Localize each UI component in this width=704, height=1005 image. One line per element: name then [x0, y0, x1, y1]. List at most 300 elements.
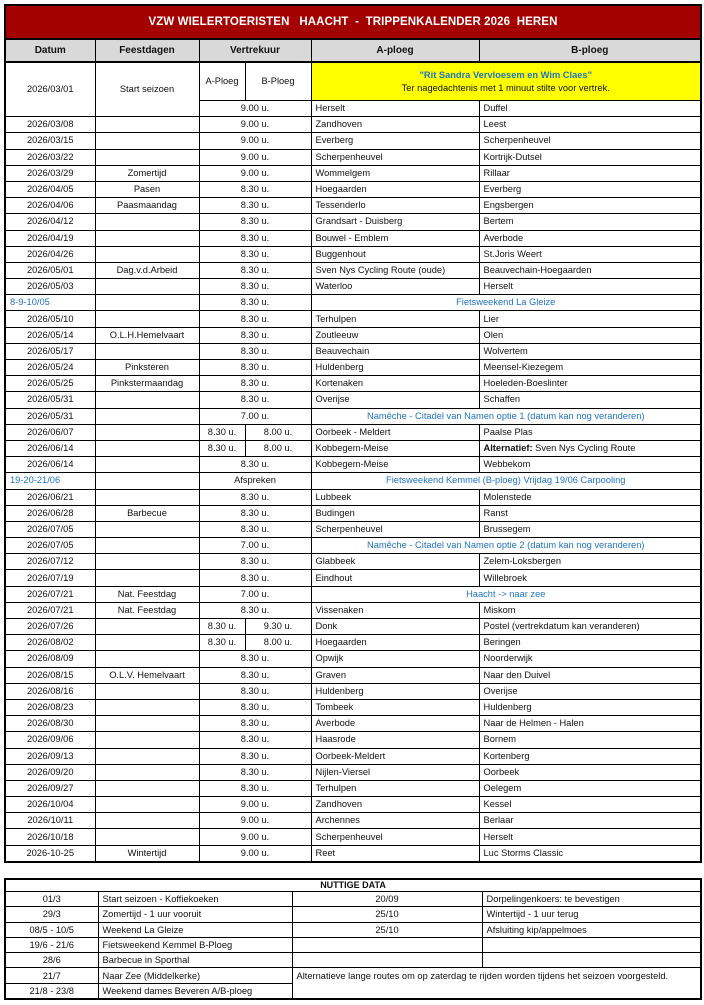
- holiday-cell: [95, 554, 199, 570]
- a-ploeg-cell: Kobbegem-Meise: [311, 440, 479, 456]
- date-cell: 2026/10/04: [5, 797, 95, 813]
- holiday-cell: [95, 440, 199, 456]
- date-cell: 2026/05/01: [5, 262, 95, 278]
- date-cell: 19-20-21/06: [5, 473, 95, 489]
- title-row: [5, 5, 701, 39]
- date-cell: 2026/09/06: [5, 732, 95, 748]
- date-cell: 2026/05/31: [5, 408, 95, 424]
- b-ploeg-cell: Naar den Duivel: [479, 667, 701, 683]
- time-cell: 7.00 u.: [199, 538, 311, 554]
- date-cell: 2026/03/08: [5, 117, 95, 133]
- holiday-cell: O.L.V. Hemelvaart: [95, 667, 199, 683]
- a-ploeg-cell: Herselt: [311, 101, 479, 117]
- memorial-title: "Rit Sandra Vervloesem en Wim Claes": [419, 69, 593, 80]
- table-row: [5, 619, 701, 635]
- a-ploeg-cell: Sven Nys Cycling Route (oude): [311, 262, 479, 278]
- holiday-cell: Pinksteren: [95, 360, 199, 376]
- a-ploeg-cell: Archennes: [311, 813, 479, 829]
- date-cell: 2026/06/07: [5, 424, 95, 440]
- time-cell: 9.00 u.: [199, 813, 311, 829]
- table-row: [5, 360, 701, 376]
- time-cell: 8.30 u.: [199, 699, 311, 715]
- date-cell: 2026/07/05: [5, 538, 95, 554]
- holiday-cell: [95, 635, 199, 651]
- b-ploeg-cell: Molenstede: [479, 489, 701, 505]
- date-cell: 2026/03/01: [5, 62, 95, 117]
- a-ploeg-cell: Overijse: [311, 392, 479, 408]
- holiday-cell: [95, 651, 199, 667]
- time-cell: 8.30 u.: [199, 230, 311, 246]
- useful-dates-note: Alternatieve lange routes om op zaterdag te rijden worden tijdens het seizoen voorgesteld.: [292, 968, 701, 999]
- table-row: [5, 424, 701, 440]
- date-cell: 2026/03/22: [5, 149, 95, 165]
- header-vertrekuur: Vertrekuur: [199, 39, 311, 62]
- useful-description: Weekend dames Beveren A/B-ploeg: [98, 983, 292, 999]
- holiday-cell: Start seizoen: [95, 62, 199, 117]
- table-row: [5, 246, 701, 262]
- time-cell: 8.30 u.: [199, 246, 311, 262]
- date-cell: 2026/03/29: [5, 165, 95, 181]
- b-ploeg-cell: Huldenberg: [479, 699, 701, 715]
- b-ploeg-cell: Kortenberg: [479, 748, 701, 764]
- holiday-cell: [95, 473, 199, 489]
- table-row: [5, 198, 701, 214]
- useful-date: [292, 953, 482, 968]
- holiday-cell: [95, 683, 199, 699]
- table-row: [5, 732, 701, 748]
- a-ploeg-cell: Waterloo: [311, 279, 479, 295]
- holiday-cell: [95, 214, 199, 230]
- table-row: [5, 505, 701, 521]
- date-cell: 2026/08/16: [5, 683, 95, 699]
- start-row: [5, 62, 701, 101]
- date-cell: 2026/04/19: [5, 230, 95, 246]
- holiday-cell: [95, 716, 199, 732]
- b-ploeg-cell: Rillaar: [479, 165, 701, 181]
- b-ploeg-cell: [479, 440, 701, 456]
- table-row: [5, 667, 701, 683]
- a-ploeg-cell: Glabbeek: [311, 554, 479, 570]
- useful-date: 29/3: [5, 907, 98, 922]
- table-row: [5, 279, 701, 295]
- a-ploeg-cell: Bouwel - Emblem: [311, 230, 479, 246]
- b-ploeg-cell: Beauvechain-Hoegaarden: [479, 262, 701, 278]
- holiday-cell: [95, 538, 199, 554]
- a-ploeg-cell: Tombeek: [311, 699, 479, 715]
- useful-dates-row: [5, 937, 701, 952]
- holiday-cell: [95, 699, 199, 715]
- header-feestdagen: Feestdagen: [95, 39, 199, 62]
- date-cell: 2026/04/06: [5, 198, 95, 214]
- holiday-cell: [95, 619, 199, 635]
- time-cell: 9.00 u.: [199, 149, 311, 165]
- table-row: [5, 440, 701, 456]
- date-cell: 2026/04/12: [5, 214, 95, 230]
- date-cell: 2026/10/18: [5, 829, 95, 845]
- date-cell: 2026/10/11: [5, 813, 95, 829]
- time-cell: 8.30 u.: [199, 295, 311, 311]
- time-cell: 8.30 u.: [199, 554, 311, 570]
- b-ploeg-cell: Zelem-Loksbergen: [479, 554, 701, 570]
- b-ploeg-cell: Berlaar: [479, 813, 701, 829]
- a-ploeg-cell: Vissenaken: [311, 602, 479, 618]
- a-ploeg-cell: Buggenhout: [311, 246, 479, 262]
- time-cell: 8.30 u.: [199, 198, 311, 214]
- b-ploeg-cell: Herselt: [479, 829, 701, 845]
- b-ploeg-cell: Luc Storms Classic: [479, 845, 701, 862]
- holiday-cell: [95, 829, 199, 845]
- a-ploeg-cell: Oorbeek-Meldert: [311, 748, 479, 764]
- useful-description: Barbecue in Sporthal: [98, 953, 292, 968]
- useful-description: Wintertijd - 1 uur terug: [482, 907, 701, 922]
- table-row: [5, 457, 701, 473]
- table-row: [5, 586, 701, 602]
- table-row: [5, 408, 701, 424]
- holiday-cell: [95, 392, 199, 408]
- time-cell: 8.30 u.: [199, 716, 311, 732]
- time-cell: 9.00 u.: [199, 165, 311, 181]
- date-cell: 2026/08/30: [5, 716, 95, 732]
- time-b-cell: 9.30 u.: [245, 619, 311, 635]
- table-row: [5, 376, 701, 392]
- time-cell: 8.30 u.: [199, 570, 311, 586]
- useful-date: 28/6: [5, 953, 98, 968]
- a-ploeg-cell: Reet: [311, 845, 479, 862]
- holiday-cell: [95, 813, 199, 829]
- time-a-cell: 8.30 u.: [199, 424, 245, 440]
- table-row: [5, 181, 701, 197]
- time-cell: 9.00 u.: [199, 117, 311, 133]
- table-row: [5, 780, 701, 796]
- time-cell: 9.00 u.: [199, 845, 311, 862]
- b-ploeg-cell: Postel (vertrekdatum kan veranderen): [479, 619, 701, 635]
- date-cell: 2026/07/19: [5, 570, 95, 586]
- a-ploeg-cell: Opwijk: [311, 651, 479, 667]
- b-ploeg-cell: Beringen: [479, 635, 701, 651]
- useful-dates-row: [5, 968, 701, 983]
- table-row: [5, 570, 701, 586]
- b-ploeg-cell: St.Joris Weert: [479, 246, 701, 262]
- b-ploeg-cell: Everberg: [479, 181, 701, 197]
- table-row: [5, 295, 701, 311]
- b-ploeg-cell: Bornem: [479, 732, 701, 748]
- a-ploeg-cell: Grandsart - Duisberg: [311, 214, 479, 230]
- time-cell: 8.30 u.: [199, 327, 311, 343]
- time-cell: 8.30 u.: [199, 748, 311, 764]
- table-row: [5, 133, 701, 149]
- date-cell: 2026/09/13: [5, 748, 95, 764]
- table-row: [5, 554, 701, 570]
- time-cell: 9.00 u.: [199, 133, 311, 149]
- holiday-cell: [95, 117, 199, 133]
- useful-date: 21/7: [5, 968, 98, 983]
- time-cell: 9.00 u.: [199, 101, 311, 117]
- date-cell: 2026/04/05: [5, 181, 95, 197]
- b-ploeg-cell: Kortrijk-Dutsel: [479, 149, 701, 165]
- header-a-ploeg: A-ploeg: [311, 39, 479, 62]
- useful-description: Fietsweekend Kemmel B-Ploeg: [98, 937, 292, 952]
- time-cell: 8.30 u.: [199, 214, 311, 230]
- time-cell: 8.30 u.: [199, 311, 311, 327]
- a-ploeg-cell: Donk: [311, 619, 479, 635]
- useful-dates-title: NUTTIGE DATA: [5, 879, 701, 892]
- sub-header-a-ploeg: A-Ploeg: [199, 62, 245, 101]
- a-ploeg-cell: Hoegaarden: [311, 635, 479, 651]
- a-ploeg-cell: Lubbeek: [311, 489, 479, 505]
- calendar-title: VZW WIELERTOERISTEN HAACHT - TRIPPENKALENDER 2026 HEREN: [5, 5, 701, 39]
- time-b-cell: 8.00 u.: [245, 440, 311, 456]
- b-ploeg-cell: Schaffen: [479, 392, 701, 408]
- table-row: [5, 716, 701, 732]
- a-ploeg-cell: Eindhout: [311, 570, 479, 586]
- date-cell: 2026/06/14: [5, 440, 95, 456]
- time-b-cell: 8.00 u.: [245, 424, 311, 440]
- holiday-cell: [95, 311, 199, 327]
- holiday-cell: [95, 343, 199, 359]
- date-cell: 2026/08/09: [5, 651, 95, 667]
- b-ploeg-prefix: Alternatief:: [483, 443, 533, 454]
- b-ploeg-cell: Brussegem: [479, 521, 701, 537]
- a-ploeg-cell: Terhulpen: [311, 311, 479, 327]
- b-ploeg-cell: Ranst: [479, 505, 701, 521]
- a-ploeg-cell: Scherpenheuvel: [311, 149, 479, 165]
- a-ploeg-cell: Scherpenheuvel: [311, 829, 479, 845]
- useful-date: 25/10: [292, 922, 482, 937]
- table-row: [5, 343, 701, 359]
- b-ploeg-cell: Noorderwijk: [479, 651, 701, 667]
- table-row: [5, 764, 701, 780]
- time-cell: 8.30 u.: [199, 521, 311, 537]
- useful-date: 21/8 - 23/8: [5, 983, 98, 999]
- a-ploeg-cell: Kortenaken: [311, 376, 479, 392]
- header-b-ploeg: B-ploeg: [479, 39, 701, 62]
- time-cell: 8.30 u.: [199, 764, 311, 780]
- useful-date: 08/5 - 10/5: [5, 922, 98, 937]
- time-cell: 9.00 u.: [199, 797, 311, 813]
- time-cell: 8.30 u.: [199, 489, 311, 505]
- time-cell: 8.30 u.: [199, 392, 311, 408]
- useful-date: 20/09: [292, 892, 482, 907]
- b-ploeg-cell: Willebroek: [479, 570, 701, 586]
- b-ploeg-cell: Olen: [479, 327, 701, 343]
- event-banner: Namêche - Citadel van Namen optie 1 (datum kan nog veranderen): [311, 408, 701, 424]
- holiday-cell: Barbecue: [95, 505, 199, 521]
- time-a-cell: 8.30 u.: [199, 635, 245, 651]
- a-ploeg-cell: Everberg: [311, 133, 479, 149]
- b-ploeg-cell: Leest: [479, 117, 701, 133]
- useful-description: [482, 953, 701, 968]
- useful-dates-row: [5, 892, 701, 907]
- holiday-cell: Zomertijd: [95, 165, 199, 181]
- table-row: [5, 230, 701, 246]
- useful-date: 19/6 - 21/6: [5, 937, 98, 952]
- a-ploeg-cell: Huldenberg: [311, 360, 479, 376]
- b-ploeg-cell: Engsbergen: [479, 198, 701, 214]
- holiday-cell: [95, 521, 199, 537]
- b-ploeg-cell: Wolvertem: [479, 343, 701, 359]
- a-ploeg-cell: Wommelgem: [311, 165, 479, 181]
- date-cell: 2026/08/15: [5, 667, 95, 683]
- a-ploeg-cell: Hoegaarden: [311, 181, 479, 197]
- time-cell: 8.30 u.: [199, 667, 311, 683]
- holiday-cell: [95, 133, 199, 149]
- b-ploeg-cell: Hoeleden-Boeslinter: [479, 376, 701, 392]
- table-row: [5, 538, 701, 554]
- holiday-cell: [95, 149, 199, 165]
- useful-description: Start seizoen - Koffiekoeken: [98, 892, 292, 907]
- table-row: [5, 311, 701, 327]
- time-cell: 8.30 u.: [199, 343, 311, 359]
- time-cell: 8.30 u.: [199, 262, 311, 278]
- date-cell: 2026/04/26: [5, 246, 95, 262]
- time-cell: 8.30 u.: [199, 651, 311, 667]
- a-ploeg-cell: Terhulpen: [311, 780, 479, 796]
- holiday-cell: Nat. Feestdag: [95, 602, 199, 618]
- time-cell: Afspreken: [199, 473, 311, 489]
- a-ploeg-cell: Huldenberg: [311, 683, 479, 699]
- b-ploeg-text: Sven Nys Cycling Route: [532, 443, 636, 454]
- b-ploeg-cell: Bertem: [479, 214, 701, 230]
- trip-calendar-table: [4, 4, 702, 863]
- holiday-cell: Pinkstermaandag: [95, 376, 199, 392]
- date-cell: 2026/05/03: [5, 279, 95, 295]
- table-row: [5, 214, 701, 230]
- holiday-cell: Paasmaandag: [95, 198, 199, 214]
- useful-date: [292, 937, 482, 952]
- time-cell: 8.30 u.: [199, 457, 311, 473]
- holiday-cell: [95, 246, 199, 262]
- date-cell: 2026/05/31: [5, 392, 95, 408]
- date-cell: 2026/05/24: [5, 360, 95, 376]
- holiday-cell: [95, 732, 199, 748]
- date-cell: 2026/05/17: [5, 343, 95, 359]
- memorial-banner: [311, 62, 701, 101]
- time-a-cell: 8.30 u.: [199, 619, 245, 635]
- date-cell: 2026/07/26: [5, 619, 95, 635]
- date-cell: 2026/05/25: [5, 376, 95, 392]
- date-cell: 2026/08/23: [5, 699, 95, 715]
- holiday-cell: [95, 570, 199, 586]
- b-ploeg-cell: Herselt: [479, 279, 701, 295]
- table-row: [5, 392, 701, 408]
- date-cell: 2026/07/21: [5, 586, 95, 602]
- date-cell: 2026/07/05: [5, 521, 95, 537]
- table-row: [5, 602, 701, 618]
- event-banner: Fietsweekend Kemmel (B-ploeg) Vrijdag 19/06 Carpooling: [311, 473, 701, 489]
- b-ploeg-cell: Averbode: [479, 230, 701, 246]
- time-cell: 9.00 u.: [199, 829, 311, 845]
- table-row: [5, 117, 701, 133]
- event-banner: Namêche - Citadel van Namen optie 2 (datum kan nog veranderen): [311, 538, 701, 554]
- holiday-cell: Nat. Feestdag: [95, 586, 199, 602]
- holiday-cell: [95, 780, 199, 796]
- time-cell: 7.00 u.: [199, 586, 311, 602]
- holiday-cell: [95, 424, 199, 440]
- time-cell: 8.30 u.: [199, 602, 311, 618]
- table-row: [5, 262, 701, 278]
- holiday-cell: [95, 764, 199, 780]
- b-ploeg-cell: Kessel: [479, 797, 701, 813]
- table-row: [5, 635, 701, 651]
- table-row: [5, 521, 701, 537]
- time-cell: 8.30 u.: [199, 376, 311, 392]
- holiday-cell: [95, 748, 199, 764]
- holiday-cell: [95, 489, 199, 505]
- a-ploeg-cell: Beauvechain: [311, 343, 479, 359]
- table-row: [5, 149, 701, 165]
- useful-description: Naar Zee (Middelkerke): [98, 968, 292, 983]
- date-cell: 2026-10-25: [5, 845, 95, 862]
- useful-dates-row: [5, 953, 701, 968]
- table-row: [5, 748, 701, 764]
- useful-date: 01/3: [5, 892, 98, 907]
- holiday-cell: [95, 457, 199, 473]
- b-ploeg-cell: Lier: [479, 311, 701, 327]
- date-cell: 8-9-10/05: [5, 295, 95, 311]
- table-row: [5, 165, 701, 181]
- holiday-cell: [95, 408, 199, 424]
- b-ploeg-cell: Paalse Plas: [479, 424, 701, 440]
- a-ploeg-cell: Zandhoven: [311, 797, 479, 813]
- a-ploeg-cell: Zoutleeuw: [311, 327, 479, 343]
- date-cell: 2026/05/10: [5, 311, 95, 327]
- useful-dates-table: [4, 878, 702, 1000]
- date-cell: 2026/05/14: [5, 327, 95, 343]
- time-a-cell: 8.30 u.: [199, 440, 245, 456]
- sub-header-b-ploeg: B-Ploeg: [245, 62, 311, 101]
- holiday-cell: [95, 230, 199, 246]
- table-row: [5, 473, 701, 489]
- event-banner: Fietsweekend La Gleize: [311, 295, 701, 311]
- holiday-cell: [95, 295, 199, 311]
- time-cell: 8.30 u.: [199, 732, 311, 748]
- a-ploeg-cell: Nijlen-Viersel: [311, 764, 479, 780]
- holiday-cell: O.L.H.Hemelvaart: [95, 327, 199, 343]
- table-row: [5, 489, 701, 505]
- a-ploeg-cell: Budingen: [311, 505, 479, 521]
- a-ploeg-cell: Kobbegem-Meise: [311, 457, 479, 473]
- table-row: [5, 683, 701, 699]
- event-banner: Haacht -> naar zee: [311, 586, 701, 602]
- time-cell: 8.30 u.: [199, 279, 311, 295]
- time-cell: 8.30 u.: [199, 181, 311, 197]
- table-row: [5, 813, 701, 829]
- b-ploeg-cell: Naar de Helmen - Halen: [479, 716, 701, 732]
- useful-description: Afsluiting kip/appelmoes: [482, 922, 701, 937]
- time-cell: 8.30 u.: [199, 683, 311, 699]
- time-cell: 8.30 u.: [199, 360, 311, 376]
- time-b-cell: 8.00 u.: [245, 635, 311, 651]
- date-cell: 2026/06/14: [5, 457, 95, 473]
- header-datum: Datum: [5, 39, 95, 62]
- b-ploeg-cell: Miskom: [479, 602, 701, 618]
- table-row: [5, 797, 701, 813]
- memorial-note: Ter nagedachtenis met 1 minuut stilte voor vertrek.: [401, 82, 610, 93]
- b-ploeg-cell: Oelegem: [479, 780, 701, 796]
- a-ploeg-cell: Haasrode: [311, 732, 479, 748]
- a-ploeg-cell: Zandhoven: [311, 117, 479, 133]
- holiday-cell: Wintertijd: [95, 845, 199, 862]
- a-ploeg-cell: Averbode: [311, 716, 479, 732]
- table-row: [5, 829, 701, 845]
- date-cell: 2026/07/21: [5, 602, 95, 618]
- b-ploeg-cell: Oorbeek: [479, 764, 701, 780]
- useful-description: Weekend La Gleize: [98, 922, 292, 937]
- b-ploeg-cell: Scherpenheuvel: [479, 133, 701, 149]
- date-cell: 2026/07/12: [5, 554, 95, 570]
- b-ploeg-cell: Duffel: [479, 101, 701, 117]
- useful-date: 25/10: [292, 907, 482, 922]
